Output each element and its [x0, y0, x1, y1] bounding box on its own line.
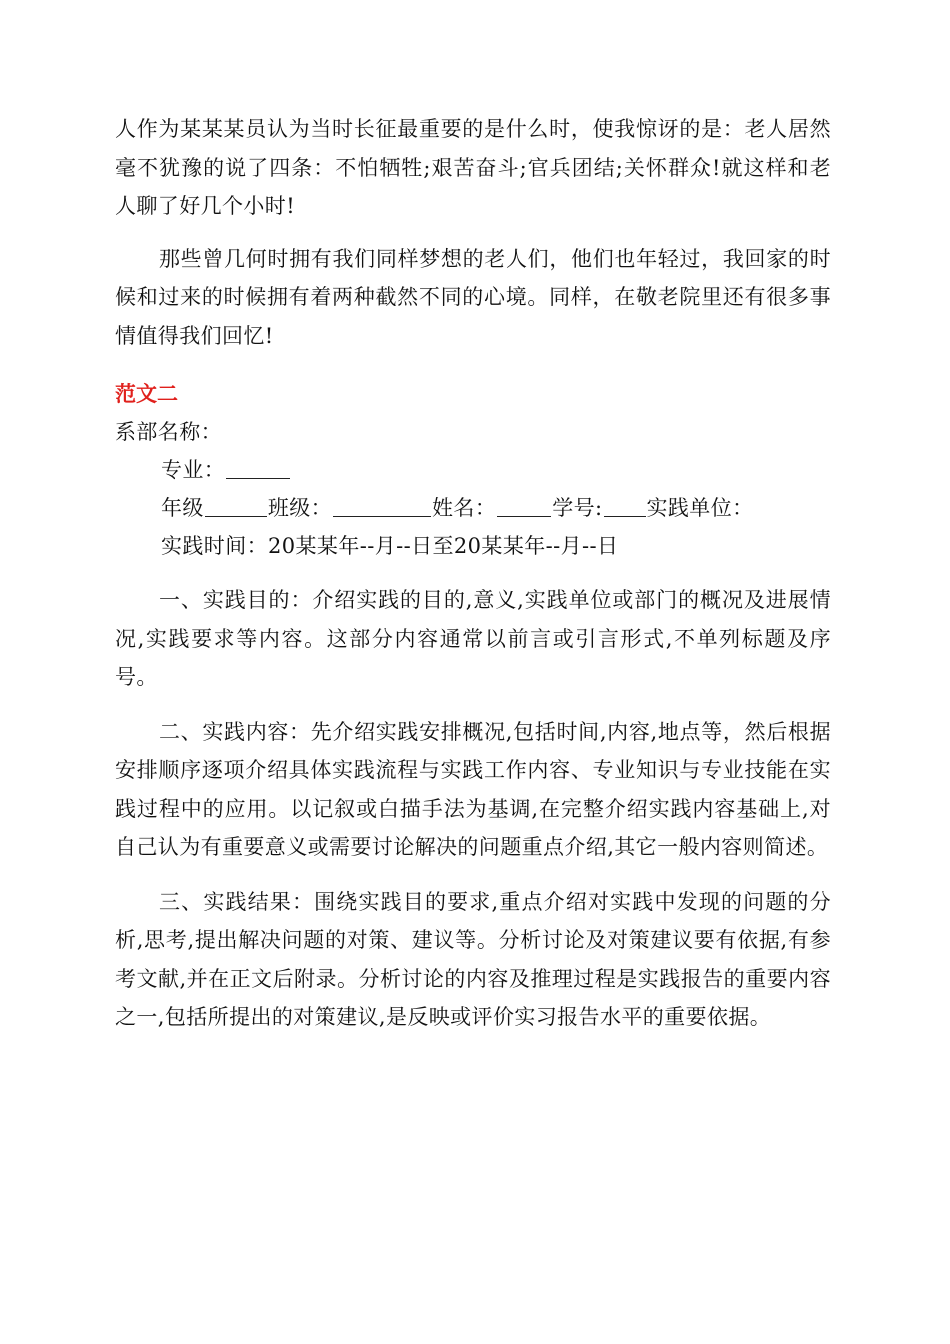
student-id-blank: [604, 492, 646, 517]
paragraph-story-end: 人作为某某某员认为当时长征最重要的是什么时，使我惊讶的是：老人居然毫不犹豫的说了四条：不怕牺牲;艰苦奋斗;官兵团结;关怀群众!就这样和老人聊了好几个小时!: [115, 117, 831, 218]
paragraph-reflection: 那些曾几何时拥有我们同样梦想的老人们，他们也年轻过，我回家的时候和过来的时候拥有着两种截然不同的心境。同样，在敬老院里还有很多事情值得我们回忆!: [115, 246, 831, 348]
department-label: 系部名称：: [115, 420, 222, 444]
practice-time-line: 实践时间：20某某年--月--日至20某某年--月--日: [161, 534, 619, 558]
student-info-line: [115, 489, 831, 527]
major-blank: [226, 454, 290, 479]
section-content: 二、实践内容：先介绍实践安排概况,包括时间,内容,地点等，然后根据安排顺序逐项介绍具体实践流程与实践工作内容、专业知识与专业技能在实践过程中的应用。以记叙或白描手法为基调,在完整介绍实践内容基础上,对自己认为有重要意义或需要讨论解决的问题重点介绍,其它一般内容则简述。: [115, 719, 831, 859]
name-label: 姓名：: [432, 496, 497, 520]
practice-unit-label: 实践单位：: [646, 496, 754, 520]
section-results: 三、实践结果：围绕实践目的要求,重点介绍对实践中发现的问题的分析,思考,提出解决问题的对策、建议等。分析讨论及对策建议要有依据,有参考文献,并在正文后附录。分析讨论的内容及推理过程是实践报告的重要内容之一,包括所提出的对策建议,是反映或评价实习报告水平的重要依据。: [115, 889, 831, 1029]
student-id-label: 学号:: [552, 496, 603, 520]
document-body: [115, 110, 831, 1037]
class-blank: [333, 492, 431, 517]
section-purpose: 一、实践目的：介绍实践的目的,意义,实践单位或部门的概况及进展情况,实践要求等内容。这部分内容通常以前言或引言形式,不单列标题及序号。: [115, 588, 831, 689]
grade-label: 年级: [161, 496, 204, 520]
grade-blank: [205, 492, 267, 517]
class-label: 班级：: [267, 496, 333, 520]
name-blank: [497, 492, 551, 517]
major-label: 专业：: [161, 458, 226, 482]
major-line: [115, 451, 831, 489]
section-heading: 范文二: [115, 382, 178, 406]
department-line: [115, 413, 831, 451]
